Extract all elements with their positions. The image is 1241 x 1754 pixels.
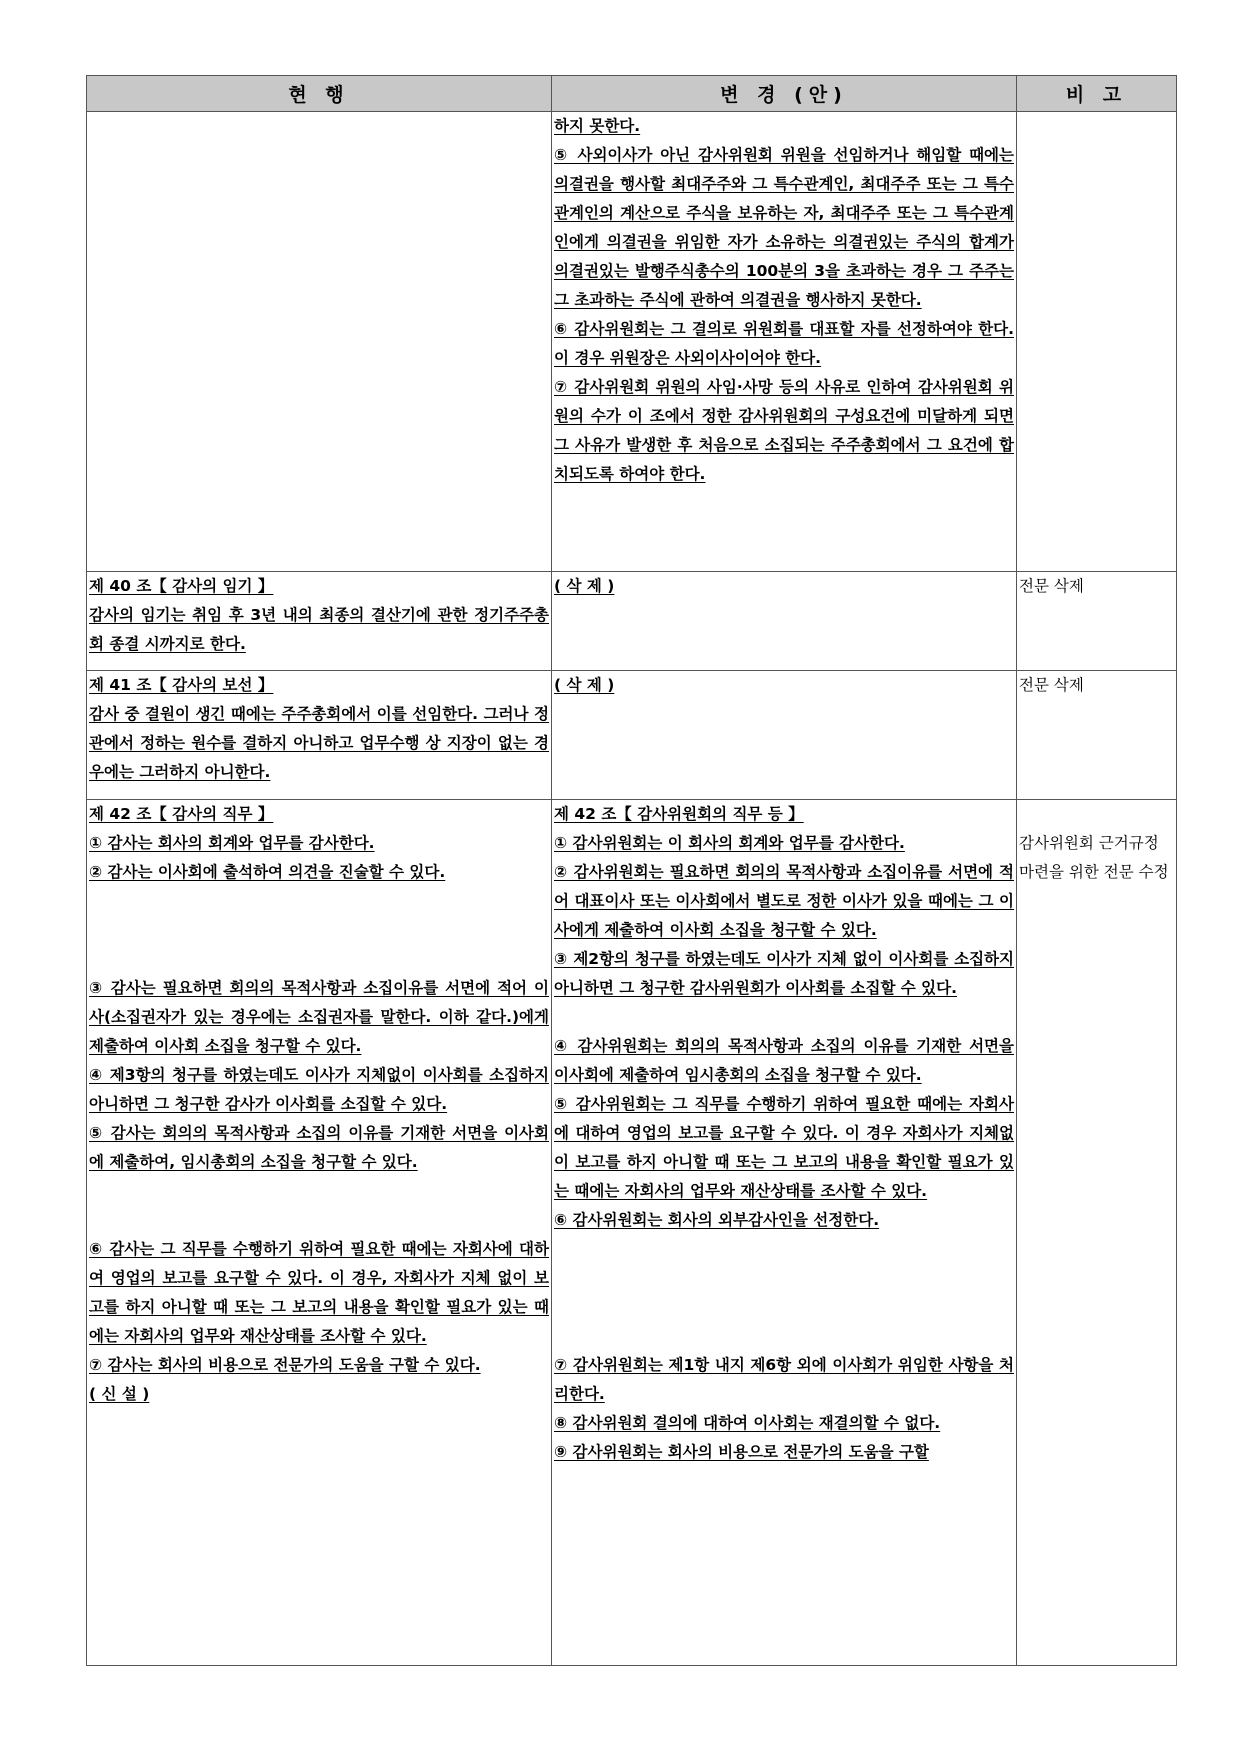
proposed-clause: ⑤ 감사위원회는 그 직무를 수행하기 위하여 필요한 때에는 자회사에 대하여 영업의 보고를 요구할 수 있다. 이 경우 자회사가 지체없이 보고를 하지 아니할 때 또는 그 보고의 내용을 확인할 필요가 있는 때에는 자회사의 업무와 재산상태를 조사할 수 있다. bbox=[554, 1095, 1014, 1200]
current-clause: ④ 제3항의 청구를 하였는데도 이사가 지체없이 이사회를 소집하지 아니하면 그 청구한 감사가 이사회를 소집할 수 있다. bbox=[89, 1066, 549, 1113]
header-current: 현 행 bbox=[87, 76, 552, 112]
proposed-clause: ⑧ 감사위원회 결의에 대하여 이사회는 재결의할 수 없다. bbox=[554, 1414, 941, 1432]
remark-cell bbox=[1017, 572, 1177, 671]
header-remark: 비 고 bbox=[1017, 76, 1177, 112]
proposed-clause: ⑨ 감사위원회는 회사의 비용으로 전문가의 도움을 구할 bbox=[554, 1443, 929, 1461]
current-cell bbox=[87, 800, 552, 1666]
proposed-cell bbox=[552, 112, 1017, 572]
proposed-cell bbox=[552, 572, 1017, 671]
proposed-clause: ⑥ 감사위원회는 그 결의로 위원회를 대표할 자를 선정하여야 한다. 이 경우 위원장은 사외이사이어야 한다. bbox=[554, 320, 1014, 367]
current-clause: ② 감사는 이사회에 출석하여 의견을 진술할 수 있다. bbox=[89, 863, 446, 881]
deleted-marker: ( 삭 제 ) bbox=[554, 676, 615, 694]
article-body: 감사 중 결원이 생긴 때에는 주주총회에서 이를 선임한다. 그러나 정관에서 정하는 원수를 결하지 아니하고 업무수행 상 지장이 없는 경우에는 그러하지 아니한다. bbox=[89, 705, 549, 781]
current-clause: ① 감사는 회사의 회계와 업무를 감사한다. bbox=[89, 834, 375, 852]
table-header-row bbox=[87, 76, 1177, 112]
current-clause: ⑤ 감사는 회의의 목적사항과 소집의 이유를 기재한 서면을 이사회에 제출하여, 임시총회의 소집을 청구할 수 있다. bbox=[89, 1124, 549, 1171]
remark-text: 전문 삭제 bbox=[1019, 676, 1084, 694]
remark-cell-empty bbox=[1017, 112, 1177, 572]
current-cell bbox=[87, 572, 552, 671]
proposed-text: 하지 못한다. bbox=[554, 117, 641, 135]
proposed-clause: ⑤ 사외이사가 아닌 감사위원회 위원을 선임하거나 해임할 때에는 의결권을 행사할 최대주주와 그 특수관계인, 최대주주 또는 그 특수관계인의 계산으로 주식을 보유하는 자, 최대주주 또는 그 특수관계인에게 의결권을 위임한 자가 소유하는 의결권있는 주식의 합계가 의결권있는 발행주식총수의 100분의 3을 초과하는 경우 그 주주는 그 초과하는 주식에 관하여 의결권을 행사하지 못한다. bbox=[554, 146, 1014, 309]
table-row bbox=[87, 572, 1177, 671]
proposed-cell bbox=[552, 800, 1017, 1666]
remark-text: 감사위원회 근거규정 마련을 위한 전문 수정 bbox=[1019, 834, 1169, 881]
table-row bbox=[87, 671, 1177, 800]
remark-cell bbox=[1017, 671, 1177, 800]
article-title: 제 42 조【 감사의 직무 】 bbox=[89, 805, 274, 823]
proposed-clause: ⑥ 감사위원회는 회사의 외부감사인을 선정한다. bbox=[554, 1211, 880, 1229]
new-clause-marker: ( 신 설 ) bbox=[89, 1385, 150, 1403]
current-cell bbox=[87, 671, 552, 800]
remark-text: 전문 삭제 bbox=[1019, 577, 1084, 595]
article-title: 제 42 조【 감사위원회의 직무 등 】 bbox=[554, 805, 804, 823]
proposed-clause: ① 감사위원회는 이 회사의 회계와 업무를 감사한다. bbox=[554, 834, 905, 852]
proposed-clause: ④ 감사위원회는 회의의 목적사항과 소집의 이유를 기재한 서면을 이사회에 제출하여 임시총회의 소집을 청구할 수 있다. bbox=[554, 1037, 1014, 1084]
proposed-clause: ③ 제2항의 청구를 하였는데도 이사가 지체 없이 이사회를 소집하지 아니하면 그 청구한 감사위원회가 이사회를 소집할 수 있다. bbox=[554, 950, 1014, 997]
proposed-clause: ② 감사위원회는 필요하면 회의의 목적사항과 소집이유를 서면에 적어 대표이사 또는 이사회에서 별도로 정한 이사가 있을 때에는 그 이사에게 제출하여 이사회 소집을 청구할 수 있다. bbox=[554, 863, 1014, 939]
proposed-clause: ⑦ 감사위원회 위원의 사임·사망 등의 사유로 인하여 감사위원회 위원의 수가 이 조에서 정한 감사위원회의 구성요건에 미달하게 되면 그 사유가 발생한 후 처음으로 소집되는 주주총회에서 그 요건에 합치되도록 하여야 한다. bbox=[554, 378, 1014, 483]
header-proposed: 변 경 (안) bbox=[552, 76, 1017, 112]
amendment-comparison-table bbox=[86, 75, 1177, 1666]
table-row bbox=[87, 112, 1177, 572]
table-row bbox=[87, 800, 1177, 1666]
article-body: 감사의 임기는 취임 후 3년 내의 최종의 결산기에 관한 정기주주총회 종결 시까지로 한다. bbox=[89, 606, 549, 653]
proposed-cell bbox=[552, 671, 1017, 800]
current-clause: ⑦ 감사는 회사의 비용으로 전문가의 도움을 구할 수 있다. bbox=[89, 1356, 481, 1374]
current-clause: ③ 감사는 필요하면 회의의 목적사항과 소집이유를 서면에 적어 이사(소집권자가 있는 경우에는 소집권자를 말한다. 이하 같다.)에게 제출하여 이사회 소집을 청구할 수 있다. bbox=[89, 979, 549, 1055]
proposed-clause: ⑦ 감사위원회는 제1항 내지 제6항 외에 이사회가 위임한 사항을 처리한다. bbox=[554, 1356, 1014, 1403]
current-cell-empty bbox=[87, 112, 552, 572]
current-clause: ⑥ 감사는 그 직무를 수행하기 위하여 필요한 때에는 자회사에 대하여 영업의 보고를 요구할 수 있다. 이 경우, 자회사가 지체 없이 보고를 하지 아니할 때 또는 그 보고의 내용을 확인할 필요가 있는 때에는 자회사의 업무와 재산상태를 조사할 수 있다. bbox=[89, 1240, 549, 1345]
article-title: 제 40 조【 감사의 임기 】 bbox=[89, 577, 274, 595]
remark-cell bbox=[1017, 800, 1177, 1666]
article-title: 제 41 조【 감사의 보선 】 bbox=[89, 676, 274, 694]
deleted-marker: ( 삭 제 ) bbox=[554, 577, 615, 595]
